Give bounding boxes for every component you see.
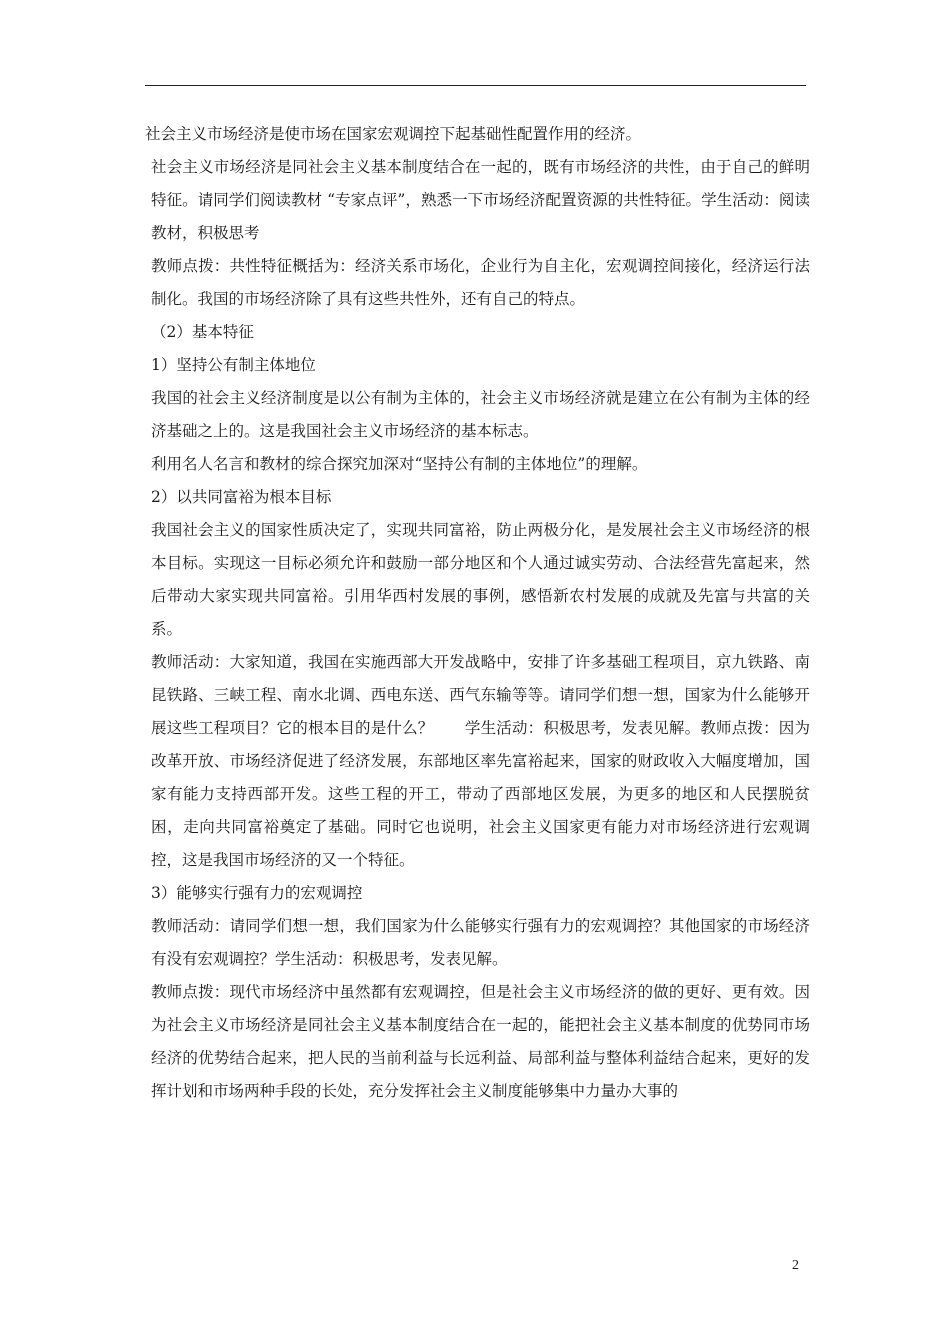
document-body bbox=[145, 118, 810, 1108]
paragraph: 我国的社会主义经济制度是以公有制为主体的，社会主义市场经济就是建立在公有制为主体的经济基础之上的。这是我国社会主义市场经济的基本标志。 bbox=[151, 389, 810, 440]
subsection-heading: 3）能够实行强有力的宏观调控 bbox=[151, 884, 363, 902]
paragraph: 社会主义市场经济是同社会主义基本制度结合在一起的，既有市场经济的共性，由于自己的鲜明特征。请同学们阅读教材 “专家点评”，熟悉一下市场经济配置资源的共性特征。学生活动：阅读教材，积极思考 bbox=[151, 158, 810, 242]
section-heading: （2）基本特征 bbox=[151, 323, 254, 341]
paragraph: 教师活动：请同学们想一想，我们国家为什么能够实行强有力的宏观调控？其他国家的市场经济有没有宏观调控？学生活动：积极思考，发表见解。 bbox=[151, 917, 810, 968]
paragraph: 教师点拨：共性特征概括为：经济关系市场化，企业行为自主化，宏观调控间接化，经济运行法制化。我国的市场经济除了具有这些共性外，还有自己的特点。 bbox=[151, 257, 810, 308]
subsection-heading: 2）以共同富裕为根本目标 bbox=[151, 488, 332, 506]
paragraph: 利用名人名言和教材的综合探究加深对“坚持公有制的主体地位”的理解。 bbox=[151, 455, 648, 473]
paragraph: 教师点拨：现代市场经济中虽然都有宏观调控，但是社会主义市场经济的做的更好、更有效。因为社会主义市场经济是同社会主义基本制度结合在一起的，能把社会主义基本制度的优势同市场经济的优势结合起来，把人民的当前利益与长远利益、局部利益与整体利益结合起来，更好的发挥计划和市场两种手段的长处，充分发挥社会主义制度能够集中力量办大事的 bbox=[151, 983, 810, 1100]
paragraph: 教师活动：大家知道，我国在实施西部大开发战略中，安排了许多基础工程项目，京九铁路、南昆铁路、三峡工程、南水北调、西电东送、西气东输等等。请同学们想一想，国家为什么能够开展这些工程项目？它的根本目的是什么？ 学生活动：积极思考，发表见解。教师点拨：因为改革开放、市场经济促进了经济发展，东部地区率先富裕起来，国家的财政收入大幅度增加，国家有能力支持西部开发。这些工程的开工，带动了西部地区发展，为更多的地区和人民摆脱贫困，走向共同富裕奠定了基础。同时它也说明，社会主义国家更有能力对市场经济进行宏观调控，这是我国市场经济的又一个特征。 bbox=[151, 653, 810, 869]
paragraph: 社会主义市场经济是使市场在国家宏观调控下起基础性配置作用的经济。 bbox=[145, 125, 642, 143]
header-rule bbox=[145, 85, 806, 86]
paragraph: 我国社会主义的国家性质决定了，实现共同富裕，防止两极分化，是发展社会主义市场经济的根本目标。实现这一目标必须允许和鼓励一部分地区和个人通过诚实劳动、合法经营先富起来，然后带动大家实现共同富裕。引用华西村发展的事例，感悟新农村发展的成就及先富与共富的关系。 bbox=[151, 521, 810, 638]
subsection-heading: 1）坚持公有制主体地位 bbox=[151, 356, 316, 374]
page-number: 2 bbox=[792, 1258, 799, 1273]
